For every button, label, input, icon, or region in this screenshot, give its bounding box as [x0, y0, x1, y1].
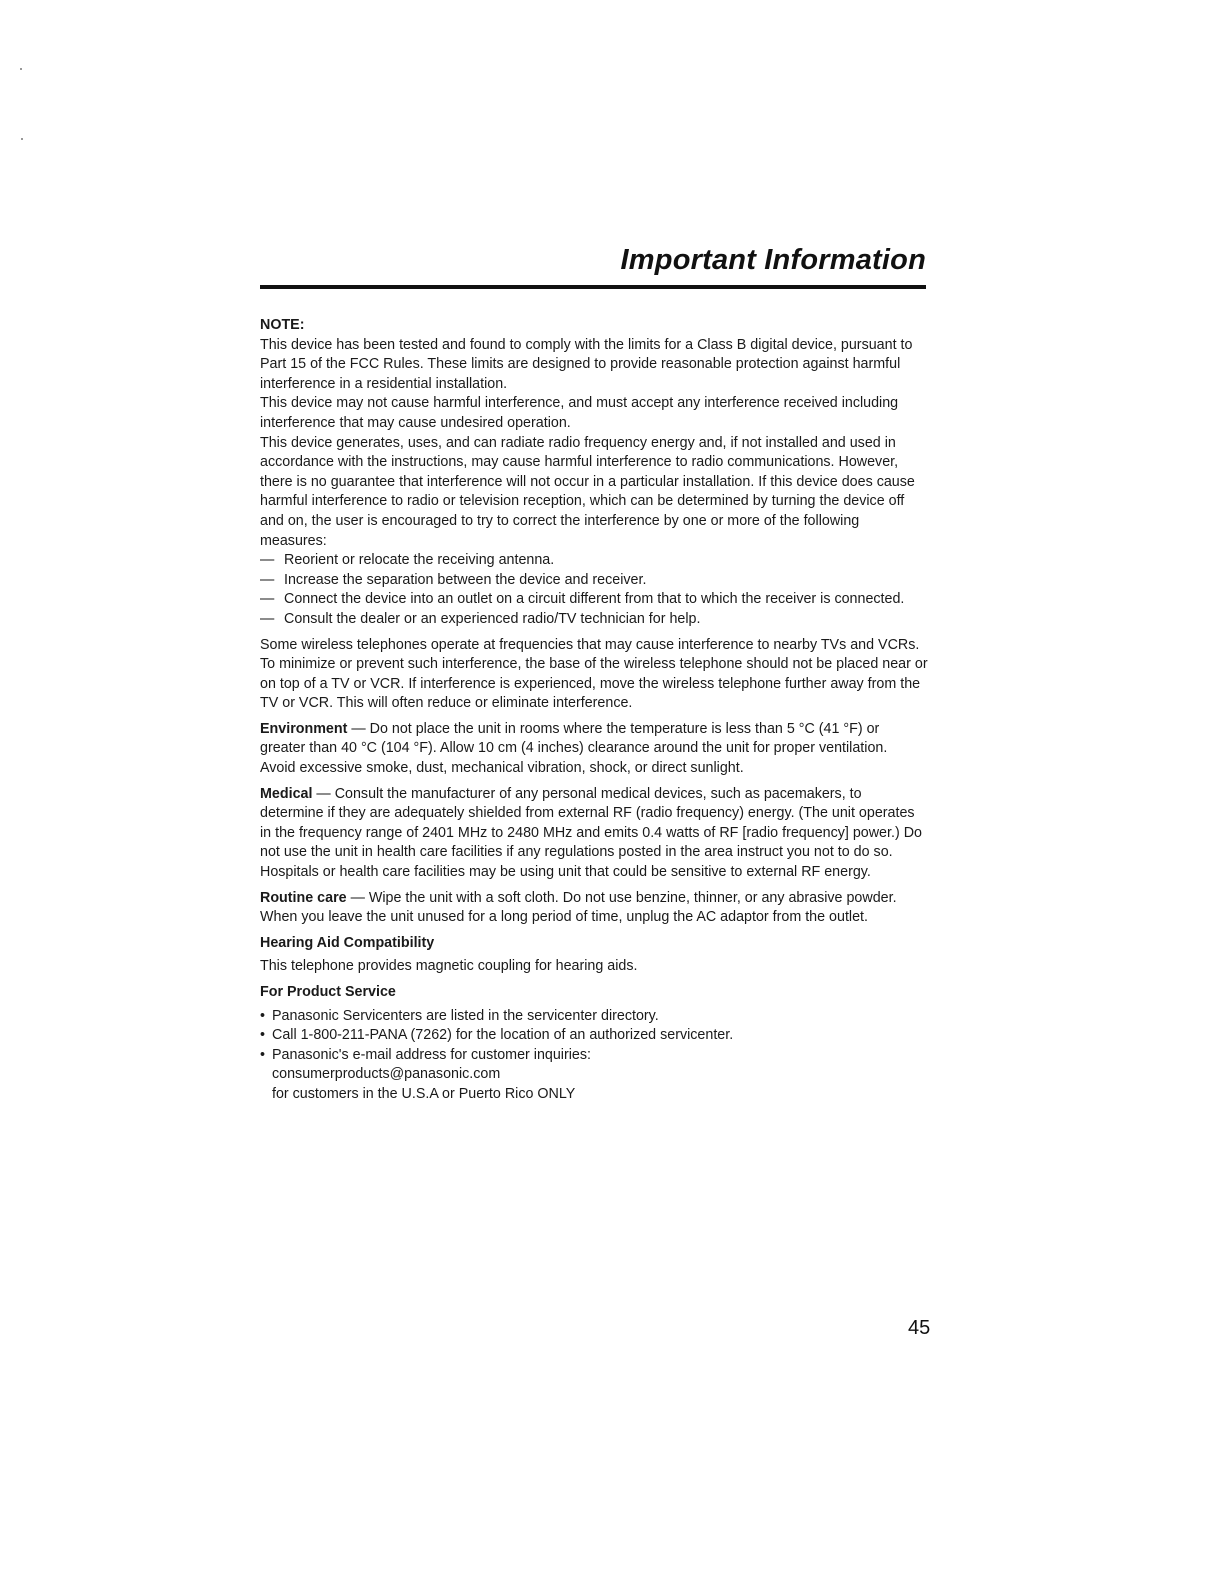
list-item — [260, 571, 928, 591]
list-item — [260, 590, 928, 610]
list-item — [260, 1026, 928, 1046]
wireless-interference-paragraph: Some wireless telephones operate at frequencies that may cause interference to nearby TVs and VCRs. To minimize or prevent such interference, the base of the wireless telephone should not be placed near or on top of a TV or VCR. If interference is experienced, move the wireless telephone further away from the TV or VCR. This will often reduce or eliminate interference. — [260, 636, 928, 712]
title-rule — [260, 285, 926, 289]
service-email: consumerproducts@panasonic.com — [272, 1066, 501, 1083]
dash-marker: — — [260, 610, 275, 627]
bullet-marker: • — [260, 1027, 266, 1044]
list-item — [260, 1046, 928, 1105]
service-item-text: Call 1-800-211-PANA (7262) for the location of an authorized servicenter. — [272, 1027, 734, 1044]
note-paragraph: This device generates, uses, and can radiate radio frequency energy and, if not installed and used in accordance with the instructions, may cause harmful interference to radio communications. However, there is no guarantee that interference will not occur in a particular installation. If this device does cause harmful interference to radio or television reception, which can be determined by turning the device off and on, the user is encouraged to try to correct the interference by one or more of the following measures: — [260, 434, 915, 549]
product-service-list — [260, 1007, 928, 1105]
list-item — [260, 610, 928, 630]
dash-marker: — — [260, 591, 275, 608]
scan-speck — [21, 138, 23, 140]
service-email-note: for customers in the U.S.A or Puerto Rico ONLY — [272, 1085, 576, 1102]
medical-paragraph — [260, 785, 928, 883]
measure-text: Consult the dealer or an experienced radio/TV technician for help. — [284, 610, 701, 627]
note-paragraph: This device has been tested and found to comply with the limits for a Class B digital device, pursuant to Part 15 of the FCC Rules. These limits are designed to provide reasonable protection against harmful interference in a residential installation. — [260, 336, 913, 392]
routine-care-label: Routine care — [260, 889, 347, 906]
note-label: NOTE: — [260, 317, 305, 333]
medical-separator: — — [312, 785, 335, 802]
bullet-marker: • — [260, 1046, 266, 1063]
page-number: 45 — [908, 1317, 931, 1339]
measure-text: Reorient or relocate the receiving antenna. — [284, 552, 555, 569]
page-title: Important Information — [620, 244, 926, 276]
service-item-text: Panasonic's e-mail address for customer inquiries: — [272, 1046, 591, 1063]
environment-paragraph-2: Avoid excessive smoke, dust, mechanical vibration, shock, or direct sunlight. — [260, 760, 744, 777]
routine-care-text: Wipe the unit with a soft cloth. Do not use benzine, thinner, or any abrasive powder. When you leave the unit unused for a long period of time, unplug the AC adaptor from the outlet. — [260, 889, 897, 926]
routine-care-separator: — — [346, 889, 369, 906]
dash-marker: — — [260, 571, 275, 588]
hearing-aid-heading: Hearing Aid Compatibility — [260, 934, 435, 951]
bullet-marker: • — [260, 1007, 266, 1024]
note-paragraph: This device may not cause harmful interference, and must accept any interference received including interference that may cause undesired operation. — [260, 395, 899, 431]
interference-measures-list — [260, 551, 928, 629]
dash-marker: — — [260, 552, 275, 569]
measure-text: Increase the separation between the device and receiver. — [284, 571, 647, 588]
hearing-aid-text: This telephone provides magnetic coupling for hearing aids. — [260, 958, 638, 975]
environment-separator: — — [347, 720, 370, 737]
scan-speck — [20, 68, 22, 70]
product-service-heading: For Product Service — [260, 984, 396, 1000]
measure-text: Connect the device into an outlet on a circuit different from that to which the receiver is connected. — [284, 591, 905, 608]
service-item-text: Panasonic Servicenters are listed in the servicenter directory. — [272, 1007, 659, 1024]
environment-paragraph — [260, 720, 928, 759]
medical-text: Consult the manufacturer of any personal medical devices, such as pacemakers, to determine if they are adequately shielded from external RF (radio frequency) energy. (The unit operates in the frequency range of 2401 MHz to 2480 MHz and emits 0.4 watts of RF [radio frequency] power.) Do not use the unit in health care facilities if any regulations posted in the area instruct you not to do so. Hospitals or health care facilities may be using unit that could be sensitive to external RF energy. — [260, 785, 922, 881]
page-content — [260, 316, 928, 1105]
routine-care-paragraph — [260, 889, 928, 928]
environment-label: Environment — [260, 720, 348, 737]
list-item — [260, 551, 928, 571]
list-item — [260, 1007, 928, 1027]
medical-label: Medical — [260, 785, 313, 802]
environment-text: Do not place the unit in rooms where the temperature is less than 5 °C (41 °F) or greater than 40 °C (104 °F). Allow 10 cm (4 inches) clearance around the unit for proper ventilation. — [260, 720, 888, 757]
